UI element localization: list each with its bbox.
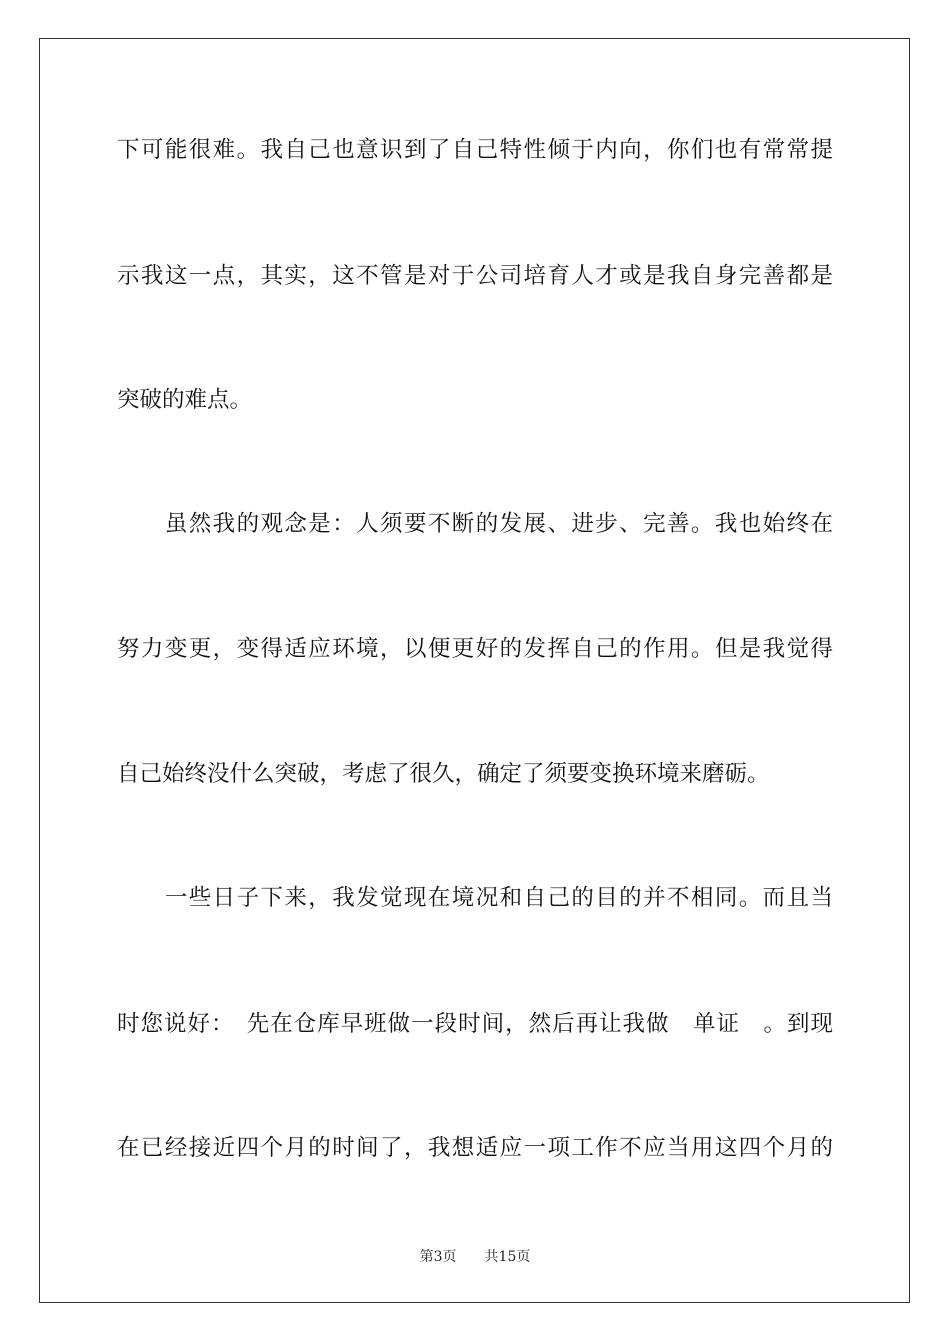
text-line-5: 努力变更，变得适应环境，以便更好的发挥自己的作用。但是我觉得 (117, 636, 833, 662)
text-line-8: 时您说好： 先在仓库早班做一段时间，然后再让我做 单证 。到现 (117, 1011, 833, 1037)
text-line-4: 虽然我的观念是：人须要不断的发展、进步、完善。我也始终在 (117, 511, 833, 537)
text-line-9: 在已经接近四个月的时间了，我想适应一项工作不应当用这四个月的 (117, 1135, 833, 1161)
text-line-3: 突破的难点。 (117, 387, 253, 413)
text-line-7: 一些日子下来，我发觉现在境况和自己的目的并不相同。而且当 (117, 885, 833, 911)
page-border (39, 38, 910, 1303)
text-line-2: 示我这一点，其实，这不管是对于公司培育人才或是我自身完善都是 (117, 263, 833, 289)
text-line-1: 下可能很难。我自己也意识到了自己特性倾于内向，你们也有常常提 (117, 137, 833, 163)
text-line-6: 自己始终没什么突破，考虑了很久，确定了须要变换环境来磨砺。 (117, 761, 770, 787)
page-number-footer: 第3页 共15页 (419, 1249, 531, 1265)
